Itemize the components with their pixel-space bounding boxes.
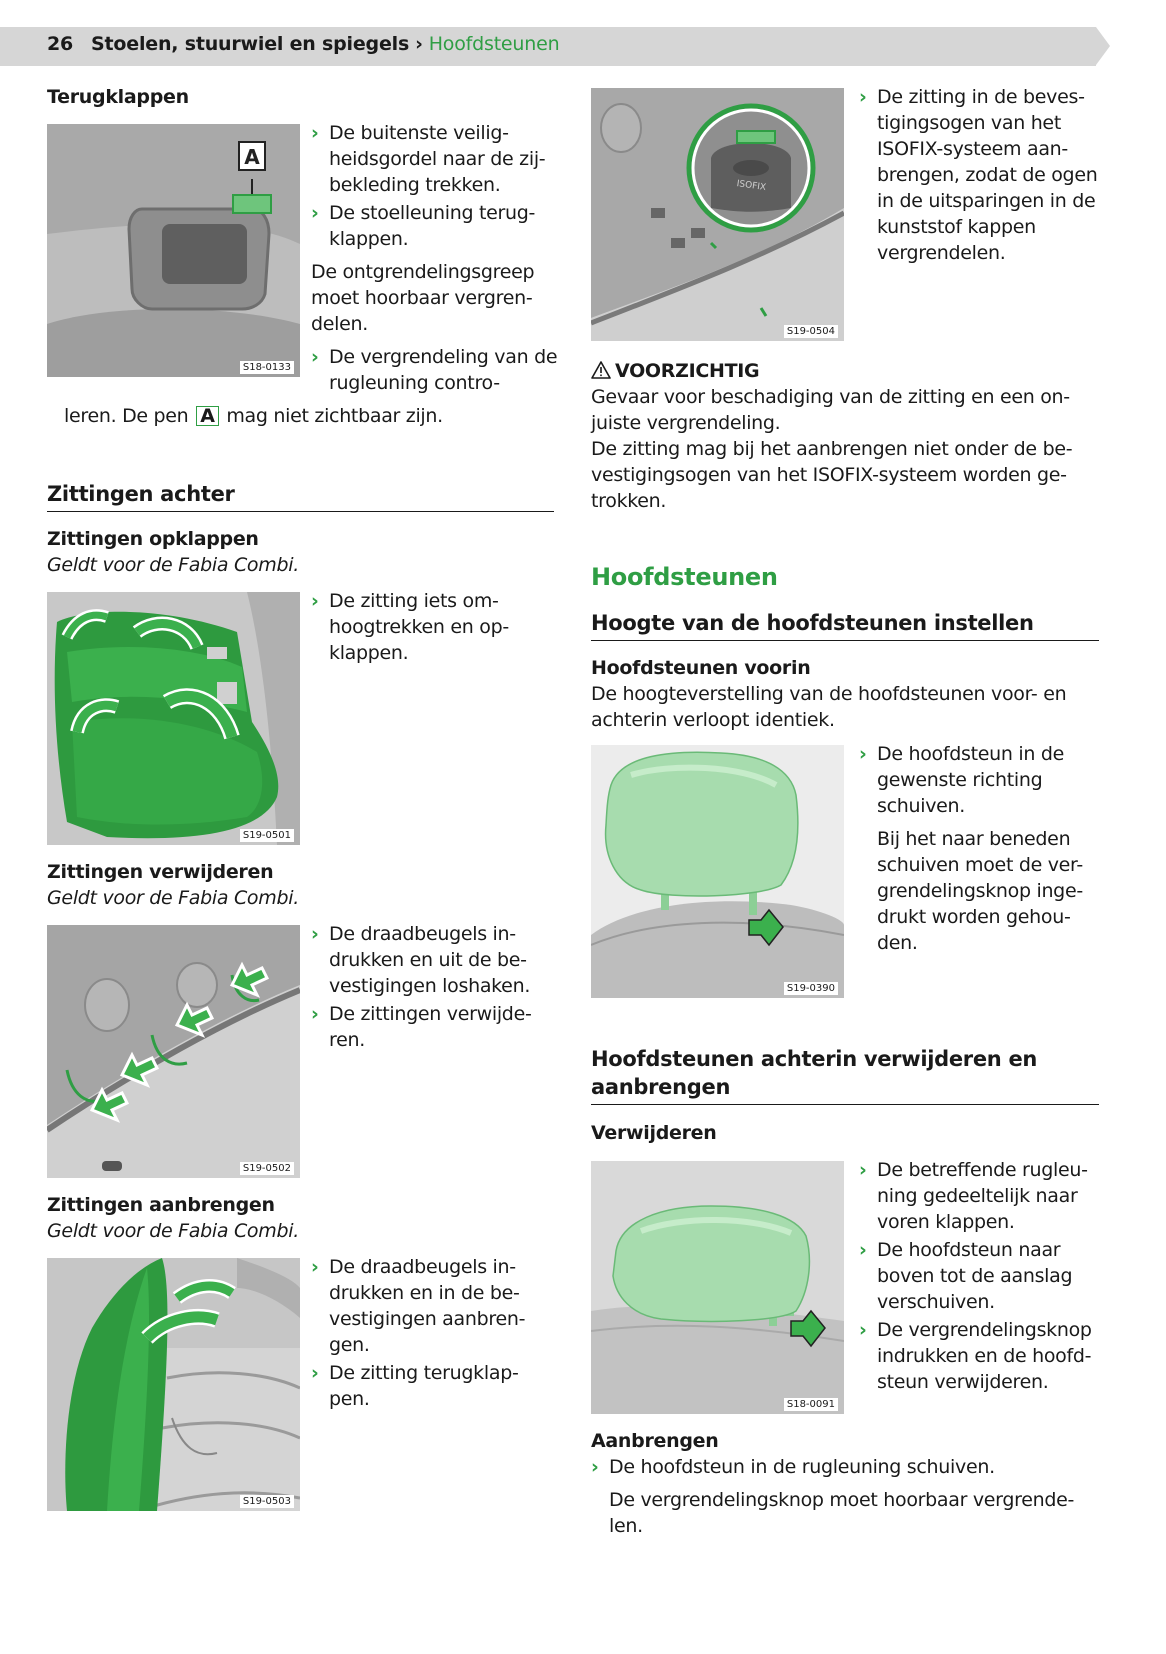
isofix-figure-text: ISOFIX	[735, 179, 767, 194]
figure-aanbrengen	[47, 1258, 300, 1511]
step-text: mag niet zichtbaar zijn.	[226, 405, 443, 427]
terugklappen-steps	[311, 120, 561, 396]
note-text: De vergrendelingsknop moet hoorbaar vergrende-len.	[609, 1489, 1075, 1537]
step-text: De stoelleuning terug-klappen.	[329, 202, 536, 250]
bullet-chevron-icon: ›	[311, 122, 319, 144]
header-breadcrumb	[47, 33, 559, 55]
list-item	[591, 1454, 1101, 1480]
headrest-remove-illustration	[591, 1161, 844, 1414]
figure-label-a: A	[244, 145, 260, 169]
bullet-chevron-icon: ›	[311, 202, 319, 224]
aanbrengen-title: Zittingen aanbrengen	[47, 1194, 275, 1216]
breadcrumb-separator: ›	[415, 33, 423, 55]
seat-remove-illustration	[47, 925, 300, 1178]
list-item	[311, 921, 551, 999]
opklappen-steps	[311, 588, 541, 666]
list-item	[859, 741, 1099, 819]
step-text: De hoofdsteun naar boven tot de aanslag verschuiven.	[877, 1239, 1073, 1313]
figure-verwijderen	[47, 925, 300, 1178]
achterin-title: Hoofdsteunen achterin verwijderen en aanbrengen	[591, 1047, 1038, 1099]
step-text: leren. De pen	[64, 405, 189, 427]
isofix-illustration	[591, 88, 844, 341]
bullet-chevron-icon: ›	[311, 1362, 319, 1384]
figure-isofix	[591, 88, 844, 341]
hoofdsteunen-voorin-title: Hoofdsteunen voorin	[591, 657, 811, 679]
step-text: De hoofdsteun in de gewenste richting schuiven.	[877, 743, 1064, 817]
list-item	[311, 200, 561, 252]
step-text: De zittingen verwijde-ren.	[329, 1003, 532, 1051]
step-text: De buitenste veilig-heidsgordel naar de zij-bekleding trekken.	[329, 122, 546, 196]
caution-line: Gevaar voor beschadiging van de zitting en een on-juiste vergrendeling.	[591, 386, 1070, 434]
bullet-chevron-icon: ›	[311, 923, 319, 945]
caution-title-text: VOORZICHTIG	[615, 360, 760, 382]
warning-triangle-icon	[591, 361, 611, 379]
caution-box	[591, 358, 1091, 514]
hoogte-steps	[859, 741, 1099, 956]
step-continuation	[64, 403, 443, 429]
aanbrengen-subtitle: Geldt voor de Fabia Combi.	[47, 1220, 299, 1242]
hoogte-title: Hoogte van de hoofdsteunen instellen	[591, 611, 1034, 635]
list-item	[311, 1001, 551, 1053]
list-item	[311, 1254, 541, 1358]
header-arrow	[1096, 27, 1110, 65]
bullet-chevron-icon: ›	[859, 1319, 867, 1341]
note-text: Bij het naar beneden schuiven moet de ver-grendelingsknop inge-drukt worden gehou-den.	[877, 828, 1083, 954]
zittingen-achter-title: Zittingen achter	[47, 482, 235, 506]
figure-code: S18-0091	[784, 1398, 838, 1411]
breadcrumb-current: Hoofdsteunen	[428, 33, 560, 55]
verwijderen-steps	[311, 921, 551, 1053]
page-number: 26	[47, 33, 74, 55]
headrest-height-illustration	[591, 745, 844, 998]
figure-headrest-height	[591, 745, 844, 998]
bullet-chevron-icon: ›	[311, 1256, 319, 1278]
seat-install-illustration	[47, 1258, 300, 1511]
verwijderen-subtitle: Geldt voor de Fabia Combi.	[47, 887, 299, 909]
bullet-chevron-icon: ›	[311, 1003, 319, 1025]
figure-code: S19-0502	[240, 1162, 294, 1175]
opklappen-title: Zittingen opklappen	[47, 528, 259, 550]
isofix-steps	[859, 84, 1109, 266]
figure-opklappen	[47, 592, 300, 845]
step-text: De vergrendeling van de rugleuning contro-	[329, 346, 558, 394]
bullet-chevron-icon: ›	[591, 1456, 599, 1478]
seat-belt-illustration	[47, 124, 300, 377]
figure-headrest-remove	[591, 1161, 844, 1414]
step-text: De betreffende rugleu-ning gedeeltelijk naar voren klappen.	[877, 1159, 1088, 1233]
bullet-chevron-icon: ›	[311, 590, 319, 612]
figure-code: S19-0390	[784, 982, 838, 995]
figure-code: S19-0503	[240, 1495, 294, 1508]
caution-title	[591, 358, 1091, 384]
bullet-chevron-icon: ›	[859, 86, 867, 108]
bullet-chevron-icon: ›	[859, 743, 867, 765]
list-item	[311, 1360, 541, 1412]
list-item	[859, 1237, 1109, 1315]
section-rule	[47, 511, 554, 512]
list-item	[311, 344, 561, 396]
opklappen-subtitle: Geldt voor de Fabia Combi.	[47, 554, 299, 576]
bullet-chevron-icon: ›	[859, 1159, 867, 1181]
terugklappen-title: Terugklappen	[47, 86, 189, 108]
aanbrengen-steps	[311, 1254, 541, 1412]
caution-line: De zitting mag bij het aanbrengen niet onder de be-vestigingsogen van het ISOFIX-systeem worden ge-trokken.	[591, 438, 1073, 512]
figure-code: S19-0501	[240, 829, 294, 842]
achterin-steps	[859, 1157, 1109, 1395]
seat-fold-illustration	[47, 592, 300, 845]
section-rule	[591, 1104, 1099, 1105]
step-text: De hoofdsteun in de rugleuning schuiven.	[609, 1456, 995, 1478]
aanbrengen-headrest-title: Aanbrengen	[591, 1430, 719, 1452]
list-item	[311, 588, 541, 666]
list-item	[859, 1317, 1109, 1395]
step-text: De draadbeugels in-drukken en in de be-vestigingen aanbren-gen.	[329, 1256, 526, 1356]
step-text: De draadbeugels in-drukken en uit de be-vestigingen loshaken.	[329, 923, 531, 997]
bullet-chevron-icon: ›	[859, 1239, 867, 1261]
verwijderen-subtitle: Verwijderen	[591, 1122, 717, 1144]
step-text: De vergrendelingsknop indrukken en de hoofd-steun verwijderen.	[877, 1319, 1092, 1393]
figure-terugklappen	[47, 124, 300, 377]
hoogte-intro: De hoogteverstelling van de hoofdsteunen voor- en achterin verloopt identiek.	[591, 683, 1067, 731]
section-rule	[591, 640, 1099, 641]
list-item	[859, 1157, 1109, 1235]
figure-code: S19-0504	[784, 325, 838, 338]
list-item	[859, 84, 1109, 266]
hoofdsteunen-title: Hoofdsteunen	[591, 563, 778, 591]
note-text: De ontgrendelingsgreep moet hoorbaar vergren-delen.	[311, 261, 535, 335]
breadcrumb-section: Stoelen, stuurwiel en spiegels	[91, 33, 410, 55]
step-text: De zitting iets om-hoogtrekken en op-klappen.	[329, 590, 509, 664]
bullet-chevron-icon: ›	[311, 346, 319, 368]
pin-label-a: A	[196, 406, 218, 426]
verwijderen-title: Zittingen verwijderen	[47, 861, 274, 883]
list-item	[311, 120, 561, 198]
step-text: De zitting terugklap-pen.	[329, 1362, 519, 1410]
aanbrengen-headrest-steps	[591, 1454, 1101, 1539]
step-text: De zitting in de beves-tigingsogen van het ISOFIX-systeem aan-brengen, zodat de ogen in de uitsparingen in de kunststof kappen vergrendelen.	[877, 86, 1098, 264]
figure-code: S18-0133	[240, 361, 294, 374]
